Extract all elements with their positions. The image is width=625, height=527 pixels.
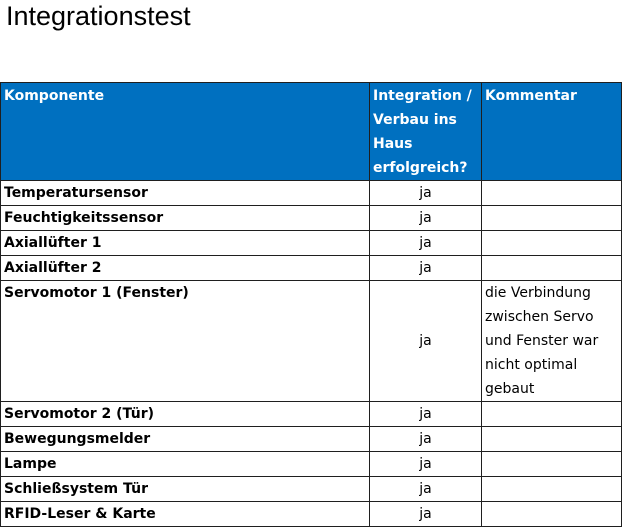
- status-cell: ja: [370, 206, 482, 231]
- comment-cell: [482, 427, 622, 452]
- status-cell: ja: [370, 477, 482, 502]
- status-cell: ja: [370, 452, 482, 477]
- table-row: [1, 427, 622, 452]
- comment-cell: [482, 502, 622, 527]
- table-row: [1, 502, 622, 527]
- component-cell: Temperatursensor: [1, 181, 370, 206]
- table-row: [1, 231, 622, 256]
- header-integration: Integration / Verbau ins Haus erfolgreich?: [370, 83, 482, 181]
- comment-cell: [482, 452, 622, 477]
- table-row: [1, 181, 622, 206]
- comment-cell: [482, 181, 622, 206]
- status-cell: ja: [370, 427, 482, 452]
- comment-cell: [482, 477, 622, 502]
- status-cell: ja: [370, 402, 482, 427]
- table-header-row: [1, 83, 622, 181]
- status-cell: ja: [370, 281, 482, 402]
- comment-cell: [482, 402, 622, 427]
- component-cell: Bewegungsmelder: [1, 427, 370, 452]
- comment-cell: die Verbindung zwischen Servo und Fenster war nicht optimal gebaut: [482, 281, 622, 402]
- page-title: Integrationstest: [6, 1, 191, 31]
- comment-cell: [482, 231, 622, 256]
- integration-test-table: [0, 82, 622, 527]
- component-cell: Axiallüfter 1: [1, 231, 370, 256]
- header-component: Komponente: [1, 83, 370, 181]
- status-cell: ja: [370, 231, 482, 256]
- comment-cell: [482, 206, 622, 231]
- component-cell: RFID-Leser & Karte: [1, 502, 370, 527]
- status-cell: ja: [370, 181, 482, 206]
- status-cell: ja: [370, 256, 482, 281]
- component-cell: Feuchtigkeitssensor: [1, 206, 370, 231]
- comment-cell: [482, 256, 622, 281]
- table-row: [1, 402, 622, 427]
- component-cell: Schließsystem Tür: [1, 477, 370, 502]
- component-cell: Servomotor 2 (Tür): [1, 402, 370, 427]
- status-cell: ja: [370, 502, 482, 527]
- component-cell: Servomotor 1 (Fenster): [1, 281, 370, 402]
- table-row: [1, 206, 622, 231]
- component-cell: Axiallüfter 2: [1, 256, 370, 281]
- table-row: [1, 281, 622, 402]
- table-row: [1, 256, 622, 281]
- component-cell: Lampe: [1, 452, 370, 477]
- header-comment: Kommentar: [482, 83, 622, 181]
- table-row: [1, 477, 622, 502]
- table-row: [1, 452, 622, 477]
